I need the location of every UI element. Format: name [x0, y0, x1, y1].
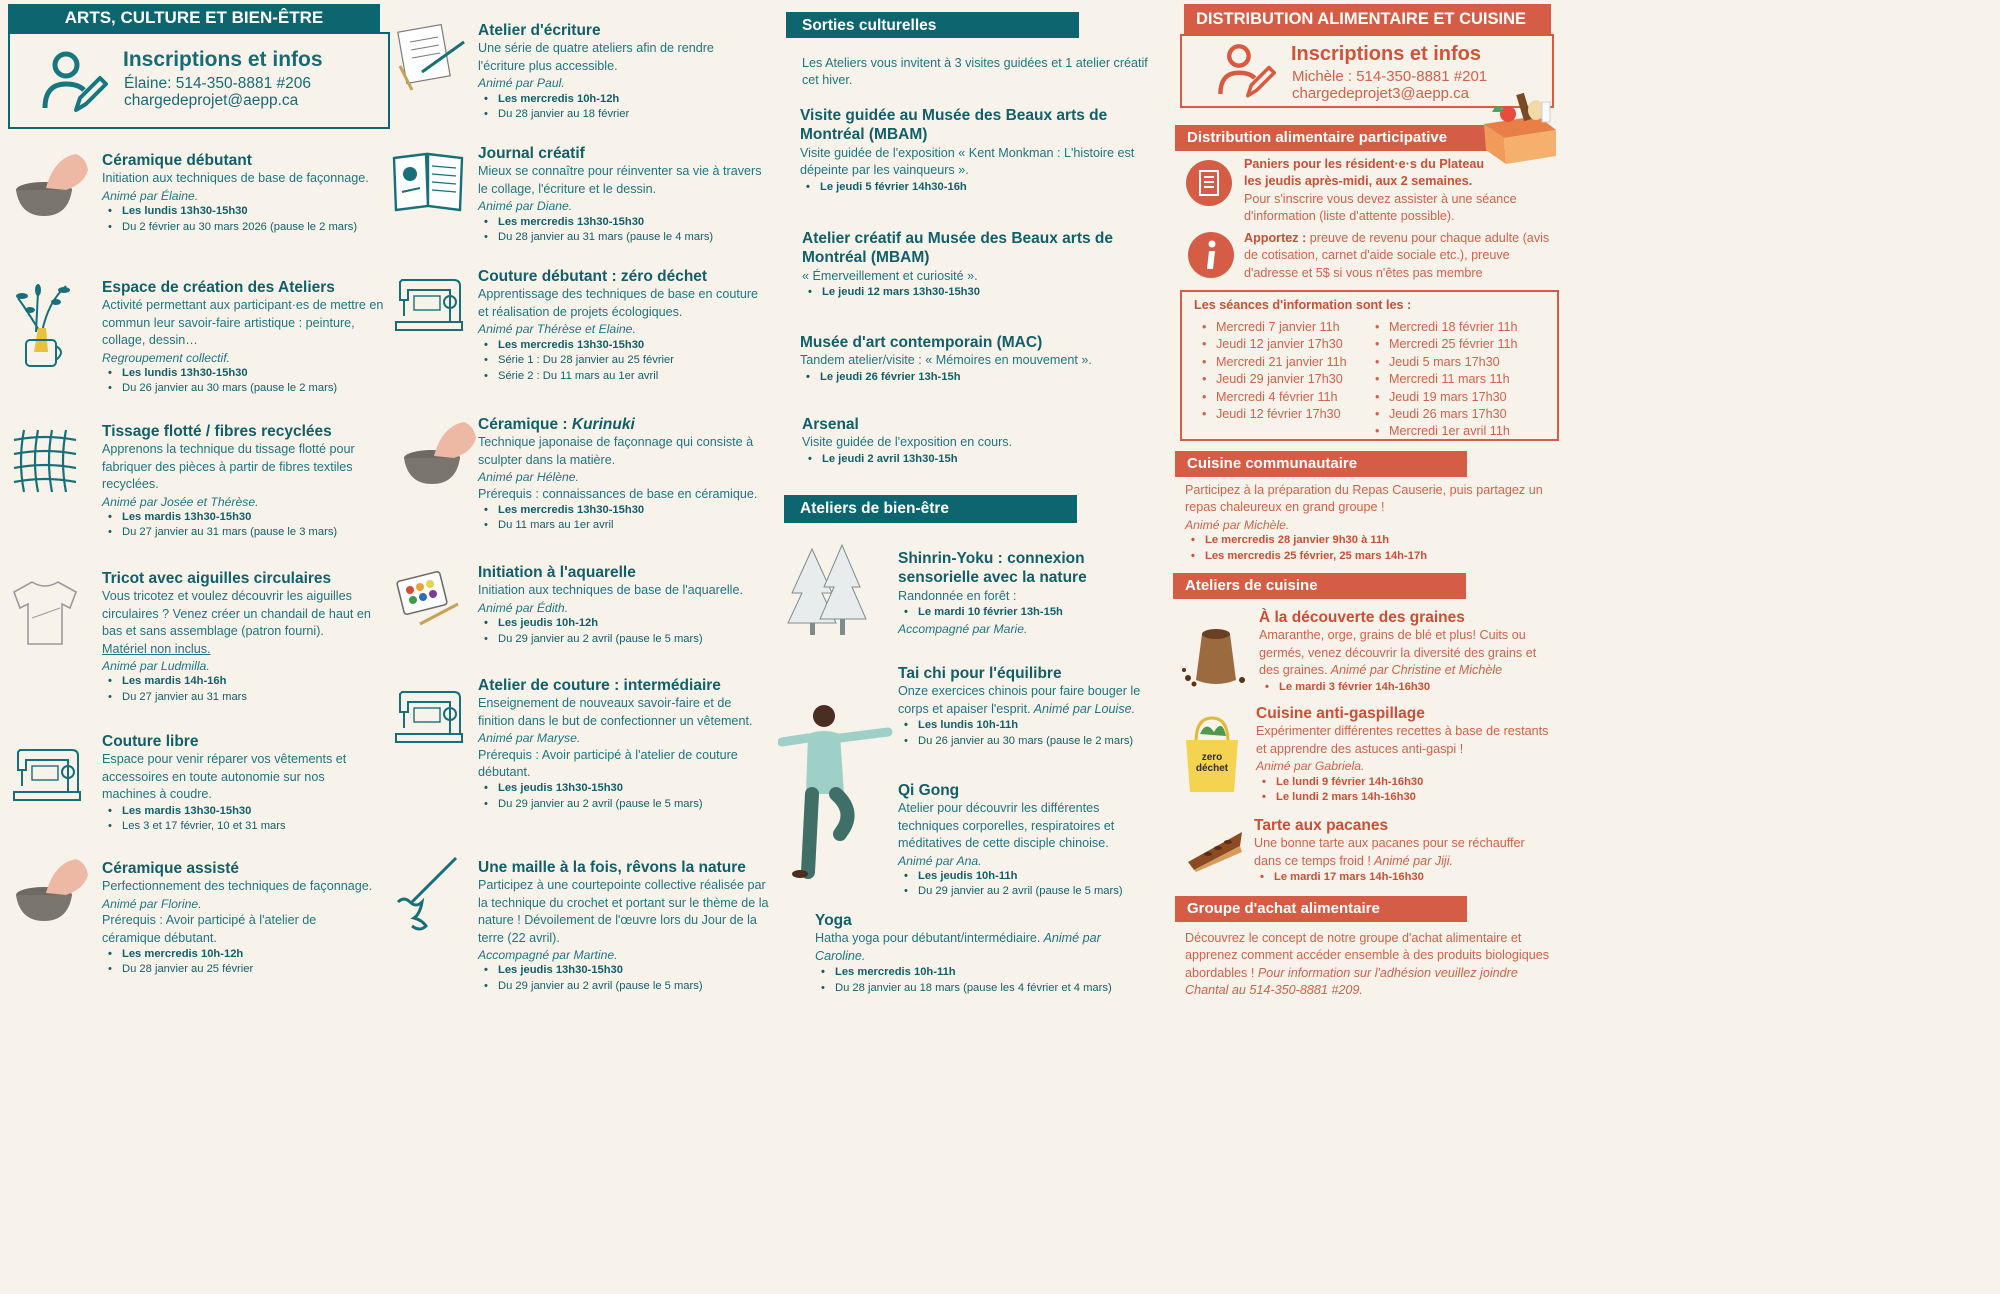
- activity-schedule: [478, 781, 763, 812]
- plant-mug-icon: [12, 272, 82, 372]
- sortie-schedule: [800, 370, 1162, 385]
- activity-title: Espace de création des Ateliers: [102, 279, 335, 296]
- activity-tissage: [102, 422, 382, 541]
- schedule-dates: • Du 29 janvier au 2 avril (pause le 5 mars): [478, 797, 763, 812]
- sortie-mbam-visite: [800, 106, 1162, 195]
- seances-col-2: [1369, 319, 1518, 441]
- schedule-day: • Les mercredis 10h-12h: [102, 947, 378, 962]
- activity-desc: Activité permettant aux participant·es de mettre en commun leur savoir-faire artistique : peinture, collage, dessin…: [102, 298, 384, 348]
- activity-ceramique-debutant: [102, 151, 382, 235]
- communautaire-banner: Cuisine communautaire: [1175, 451, 1467, 477]
- schedule-dates: • Les 3 et 17 février, 10 et 31 mars: [102, 819, 372, 834]
- activity-couture-intermediaire: [478, 676, 763, 812]
- bag-label-line1: zero: [1201, 752, 1223, 763]
- activity-desc: Une série de quatre ateliers afin de rendre l'écriture plus accessible.: [478, 41, 714, 73]
- activity-title: Atelier de couture : intermédiaire: [478, 677, 721, 694]
- bienetre-schedule: [815, 965, 1145, 996]
- activity-title: Céramique assisté: [102, 860, 239, 877]
- seance-item: • Mercredi 11 mars 11h: [1369, 371, 1518, 388]
- schedule-day: • Les lundis 13h30-15h30: [102, 204, 382, 219]
- achat-contact: Pour information sur l'adhésion veuillez joindre Chantal au 514-350-8881 #209.: [1185, 965, 1518, 998]
- activity-ceramique-kurinuki: [478, 415, 774, 534]
- schedule-dates: • Du 27 janvier au 31 mars: [102, 690, 378, 705]
- sortie-title: Musée d'art contemporain (MAC): [800, 334, 1043, 351]
- taichi-person-icon: [778, 700, 896, 880]
- contact-phone: Élaine: 514-350-8881 #206: [124, 75, 312, 92]
- bienetre-schedule: [898, 605, 1138, 620]
- paniers-desc: Pour s'inscrire vous devez assister à une séance d'information (liste d'attente possible).: [1244, 191, 1517, 224]
- sortie-desc: Tandem atelier/visite : « Mémoires en mouvement ».: [800, 353, 1092, 368]
- desc-animator: Animé par Jiji.: [1370, 853, 1454, 868]
- schedule-day: • Les mercredis 13h30-15h30: [478, 215, 763, 230]
- watercolor-palette-icon: [396, 568, 462, 628]
- activity-schedule: [478, 338, 768, 384]
- grain-sack-icon: [1180, 616, 1254, 690]
- schedule-dates: • Du 29 janvier au 2 avril (pause le 5 mars): [898, 884, 1153, 899]
- schedule-day: • Le mardi 3 février 14h-16h30: [1259, 680, 1549, 695]
- communautaire-animator: Animé par Michèle.: [1185, 517, 1290, 532]
- writing-paper-icon: [392, 22, 468, 92]
- person-edit-icon: [40, 48, 108, 116]
- atelier-desc: [1259, 627, 1549, 679]
- activity-ceramique-assiste: [102, 859, 378, 978]
- desc-text: Amaranthe, orge, grains de blé et plus! Cuits ou germés, venez découvrir la diversité des grains et des graines.: [1259, 628, 1537, 678]
- activity-desc: Perfectionnement des techniques de façonnage.: [102, 879, 373, 894]
- sortie-desc: « Émerveillement et curiosité ».: [802, 268, 978, 283]
- activity-title: Couture libre: [102, 733, 199, 750]
- bienetre-schedule: [898, 718, 1163, 749]
- sortie-schedule: [802, 452, 1142, 467]
- ceramic-bowl-icon: [14, 855, 90, 925]
- seance-item: • Jeudi 26 mars 17h30: [1369, 406, 1518, 423]
- schedule-day: • Les jeudis 10h-12h: [478, 616, 768, 631]
- schedule-day: • Les mercredis 13h30-15h30: [478, 338, 768, 353]
- bienetre-schedule: [898, 869, 1153, 900]
- seance-item: • Jeudi 19 mars 17h30: [1369, 389, 1518, 406]
- activity-aquarelle: [478, 563, 768, 647]
- schedule-day: • Les mardis 13h30-15h30: [102, 510, 382, 525]
- desc-animator: Animé par Christine et Michèle: [1327, 663, 1503, 678]
- desc-text: Hatha yoga pour débutant/intermédiaire.: [815, 931, 1041, 946]
- schedule-day: • Les mercredis 10h-11h: [815, 965, 1145, 980]
- snowy-trees-icon: [784, 543, 868, 643]
- activity-schedule: [478, 92, 763, 123]
- atelier-graines: [1259, 608, 1549, 695]
- schedule-day: • Les jeudis 13h30-15h30: [478, 781, 763, 796]
- sorties-intro: Les Ateliers vous invitent à 3 visites guidées et 1 atelier créatif cet hiver.: [802, 56, 1148, 88]
- seance-item: • Jeudi 5 mars 17h30: [1369, 354, 1518, 371]
- activity-schedule: [102, 947, 378, 978]
- activity-prereq: Prérequis : Avoir participé à l'atelier de céramique débutant.: [102, 913, 317, 945]
- schedule-day: • Les lundis 13h30-15h30: [102, 366, 384, 381]
- seance-item: • Mercredi 18 février 11h: [1369, 319, 1518, 336]
- bienetre-title: Yoga: [815, 912, 852, 929]
- seance-item: • Mercredi 1er avril 11h: [1369, 423, 1518, 440]
- apportez-label: Apportez :: [1244, 231, 1307, 245]
- sewing-machine-icon: [12, 740, 82, 804]
- activity-couture-libre: [102, 732, 372, 834]
- bienetre-yoga: [815, 911, 1145, 996]
- alim-banner: DISTRIBUTION ALIMENTAIRE ET CUISINE: [1184, 4, 1551, 34]
- schedule-day: • Les mercredis 25 février, 25 mars 14h-17h: [1185, 549, 1555, 564]
- bienetre-desc: Randonnée en forêt :: [898, 588, 1017, 603]
- activity-schedule: [102, 204, 382, 235]
- weaving-grid-icon: [12, 428, 78, 494]
- activity-schedule: [478, 616, 768, 647]
- activity-desc: Espace pour venir réparer vos vêtements et accessoires en toute autonomie sur nos machines à coudre.: [102, 752, 347, 802]
- activity-schedule: [102, 510, 382, 541]
- activity-animator: Regroupement collectif.: [102, 350, 231, 365]
- atelier-tarte-pacanes: [1254, 816, 1544, 886]
- seances-grid: [1196, 319, 1518, 441]
- distribution-apportez: [1244, 230, 1562, 282]
- activity-desc: Apprentissage des techniques de base en couture et réalisation de projets écologiques.: [478, 287, 759, 319]
- activity-une-maille: [478, 858, 774, 994]
- schedule-day: • Les jeudis 13h30-15h30: [478, 963, 774, 978]
- crochet-hook-icon: [392, 854, 462, 934]
- schedule-dates: • Du 29 janvier au 2 avril (pause le 5 mars): [478, 979, 774, 994]
- seances-title: Les séances d'information sont les :: [1194, 298, 1412, 312]
- activity-desc: Participez à une courtepointe collective réalisée par la technique du crochet et portant sur le thème de la nature ! Dévoilement de l'œuvre lors du Jour de la terre (22 avril).: [478, 878, 769, 945]
- schedule-dates: • Série 2 : Du 11 mars au 1er avril: [478, 369, 768, 384]
- sewing-machine-icon: [394, 682, 464, 746]
- activity-title: [478, 415, 774, 434]
- activity-schedule: [102, 366, 384, 397]
- activity-title: Atelier d'écriture: [478, 22, 601, 39]
- apportez-text: preuve de revenu pour chaque adulte (avis de cotisation, carnet d'aide sociale etc.), preuve d'adresse et 5$ si vous n'êtes pas membre: [1244, 231, 1550, 280]
- bienetre-qigong: [898, 781, 1153, 900]
- schedule-day: • Le mardi 10 février 13h-15h: [898, 605, 1138, 620]
- sortie-title: Atelier créatif au Musée des Beaux arts de Montréal (MBAM): [802, 230, 1113, 267]
- activity-desc: Vous tricotez et voulez découvrir les aiguilles circulaires ? Venez créer un chandail de haut en bas et sans assemblage (patron fourni).: [102, 589, 371, 639]
- seance-item: • Mercredi 21 janvier 11h: [1196, 354, 1369, 371]
- activity-espace-creation: [102, 278, 384, 397]
- schedule-day: • Le lundi 9 février 14h-16h30: [1256, 775, 1556, 790]
- atelier-title: Tarte aux pacanes: [1254, 817, 1389, 834]
- title-em: Kurinuki: [571, 416, 635, 433]
- activity-journal-creatif: [478, 144, 763, 246]
- seances-col-1: [1196, 319, 1369, 441]
- bienetre-desc: Atelier pour découvrir les différentes techniques corporelles, respiratoires et méditatives de cette disciple chinoise.: [898, 801, 1115, 851]
- desc-animator: Animé par Louise.: [1030, 701, 1136, 716]
- contact-phone: Michèle : 514-350-8881 #201: [1292, 68, 1488, 85]
- atelier-animator: Animé par Gabriela.: [1256, 759, 1365, 774]
- atelier-schedule: [1259, 680, 1549, 695]
- pecan-pie-icon: [1184, 826, 1246, 872]
- paniers-bold: Paniers pour les résident·e·s du Plateau les jeudis après-midi, aux 2 semaines.: [1244, 157, 1485, 189]
- schedule-day: • Le jeudi 2 avril 13h30-15h: [802, 452, 1142, 467]
- activity-desc: Initiation aux techniques de base de l'aquarelle.: [478, 583, 743, 598]
- communautaire-desc: Participez à la préparation du Repas Causerie, puis partagez un repas chaleureux en grand groupe !: [1185, 483, 1543, 515]
- desc-text: Onze exercices chinois pour faire bouger le corps et apaiser l'esprit.: [898, 684, 1141, 716]
- bienetre-title: Qi Gong: [898, 782, 960, 799]
- ceramic-bowl-icon: [14, 150, 90, 220]
- communautaire-schedule: [1185, 533, 1555, 564]
- distribution-paniers: [1244, 156, 1556, 226]
- activity-couture-debutant: [478, 267, 768, 384]
- activity-schedule: [102, 804, 372, 835]
- arts-contact-box: [8, 32, 390, 129]
- seance-item: • Jeudi 29 janvier 17h30: [1196, 371, 1369, 388]
- bienetre-animator: Accompagné par Marie.: [898, 621, 1028, 636]
- sortie-mac: [800, 333, 1162, 385]
- seance-item: • Mercredi 25 février 11h: [1369, 336, 1518, 353]
- atelier-schedule: [1256, 775, 1556, 806]
- cuisine-communautaire: [1185, 482, 1555, 564]
- seance-item: • Jeudi 12 février 17h30: [1196, 406, 1369, 423]
- activity-title: Initiation à l'aquarelle: [478, 564, 636, 581]
- activity-desc: Apprenons la technique du tissage flotté pour fabriquer des pièces à partir de fibres textiles recyclées.: [102, 442, 355, 492]
- arts-banner: ARTS, CULTURE ET BIEN-ÊTRE: [8, 4, 380, 32]
- activity-schedule: [478, 215, 763, 246]
- bienetre-banner: Ateliers de bien-être: [784, 495, 1077, 523]
- schedule-dates: • Série 1 : Du 28 janvier au 25 février: [478, 353, 768, 368]
- sortie-desc: Visite guidée de l'exposition en cours.: [802, 435, 1013, 450]
- sortie-mbam-atelier: [802, 229, 1142, 301]
- schedule-dates: • Du 2 février au 30 mars 2026 (pause le 2 mars): [102, 220, 382, 235]
- contact-title: Inscriptions et infos: [1291, 43, 1482, 65]
- schedule-day: • Les lundis 10h-11h: [898, 718, 1163, 733]
- schedule-dates: • Du 29 janvier au 2 avril (pause le 5 mars): [478, 632, 768, 647]
- bienetre-animator: Animé par Ana.: [898, 853, 982, 868]
- achat-text: Découvrez le concept de notre groupe d'achat alimentaire et apprenez comment accéder ensemble à des produits biologiques abordables !: [1185, 931, 1550, 980]
- activity-animator: Accompagné par Martine.: [478, 947, 618, 962]
- activity-prereq: Prérequis : connaissances de base en céramique.: [478, 486, 758, 501]
- activity-title: Couture débutant : zéro déchet: [478, 268, 708, 285]
- activity-tricot: [102, 569, 378, 705]
- activity-atelier-ecriture: [478, 21, 763, 123]
- seances-box: [1180, 290, 1559, 441]
- schedule-day: • Les jeudis 10h-11h: [898, 869, 1153, 884]
- bienetre-taichi: [898, 664, 1163, 749]
- activity-animator: Animé par Josée et Thérèse.: [102, 494, 259, 509]
- schedule-dates: • Du 28 janvier au 18 mars (pause les 4 février et 4 mars): [815, 981, 1145, 996]
- seance-item: • Mercredi 7 janvier 11h: [1196, 319, 1369, 336]
- schedule-dates: • Du 28 janvier au 25 février: [102, 962, 378, 977]
- seance-item: • Mercredi 4 février 11h: [1196, 389, 1369, 406]
- activity-animator: Animé par Élaine.: [102, 188, 199, 203]
- activity-animator: Animé par Hélène.: [478, 470, 579, 485]
- atelier-desc: [1254, 835, 1544, 870]
- schedule-dates: • Du 28 janvier au 31 mars (pause le 4 mars): [478, 230, 763, 245]
- desc-animator: Animé par Caroline.: [815, 931, 1101, 963]
- activity-title: Tissage flotté / fibres recyclées: [102, 423, 332, 440]
- activity-animator: Animé par Paul.: [478, 76, 565, 91]
- activity-schedule: [478, 503, 774, 534]
- contact-email[interactable]: chargedeprojet3@aepp.ca: [1292, 85, 1470, 102]
- activity-desc: Technique japonaise de façonnage qui consiste à sculpter dans la matière.: [478, 435, 754, 467]
- seance-item: • Jeudi 12 janvier 17h30: [1196, 336, 1369, 353]
- sortie-schedule: [800, 180, 1162, 195]
- sortie-schedule: [802, 285, 1142, 300]
- contact-title: Inscriptions et infos: [123, 48, 323, 71]
- journal-icon: [390, 150, 466, 212]
- sweater-icon: [12, 578, 78, 648]
- atelier-anti-gaspillage: [1256, 704, 1556, 806]
- desc-text: Une bonne tarte aux pacanes pour se réchauffer dans ce temps froid !: [1254, 836, 1525, 868]
- schedule-day: • Le jeudi 26 février 13h-15h: [800, 370, 1162, 385]
- schedule-day: • Le mercredis 28 janvier 9h30 à 11h: [1185, 533, 1555, 548]
- bienetre-title: Shinrin-Yoku : connexion sensorielle avec la nature: [898, 550, 1087, 587]
- bag-label: [1182, 752, 1242, 774]
- schedule-day: • Les mercredis 10h-12h: [478, 92, 763, 107]
- info-circle-icon: [1187, 231, 1235, 279]
- title-text: Céramique :: [478, 416, 572, 433]
- groupe-achat-desc: [1185, 930, 1555, 1000]
- activity-schedule: [478, 963, 774, 994]
- activity-title: Tricot avec aiguilles circulaires: [102, 570, 332, 587]
- zero-dechet-bag-icon: [1182, 712, 1242, 794]
- bienetre-shinrin: [898, 549, 1138, 637]
- bag-label-line2: déchet: [1195, 763, 1229, 774]
- atelier-schedule: [1254, 870, 1544, 885]
- sorties-banner: Sorties culturelles: [786, 12, 1079, 38]
- activity-title: Journal créatif: [478, 145, 585, 162]
- activity-desc: Initiation aux techniques de base de façonnage.: [102, 171, 369, 186]
- activity-material-note: Matériel non inclus.: [102, 641, 211, 656]
- schedule-day: • Le lundi 2 mars 14h-16h30: [1256, 790, 1556, 805]
- sortie-desc: Visite guidée de l'exposition « Kent Monkman : L'histoire est dépeinte par les vainqueurs ».: [800, 145, 1135, 178]
- document-circle-icon: [1185, 159, 1233, 207]
- atelier-title: Cuisine anti-gaspillage: [1256, 705, 1425, 722]
- atelier-desc: Expérimenter différentes recettes à base de restants et apprendre des astuces anti-gaspi !: [1256, 724, 1549, 756]
- schedule-day: • Les mardis 14h-16h: [102, 674, 378, 689]
- activity-animator: Animé par Ludmilla.: [102, 658, 210, 673]
- schedule-dates: • Du 28 janvier au 18 février: [478, 107, 763, 122]
- schedule-day: • Le mardi 17 mars 14h-16h30: [1254, 870, 1544, 885]
- schedule-day: • Le jeudi 5 février 14h30-16h: [800, 180, 1162, 195]
- sewing-machine-icon: [394, 270, 464, 334]
- activity-animator: Animé par Maryse.: [478, 731, 581, 746]
- bienetre-desc: [898, 683, 1163, 718]
- activity-title: Céramique débutant: [102, 152, 252, 169]
- achat-banner: Groupe d'achat alimentaire: [1175, 896, 1467, 922]
- ceramic-bowl-icon: [402, 418, 478, 488]
- schedule-day: • Les mardis 13h30-15h30: [102, 804, 372, 819]
- activity-schedule: [102, 674, 378, 705]
- activity-desc: Mieux se connaître pour réinventer sa vie à travers le collage, l'écriture et le dessin.: [478, 164, 762, 196]
- sortie-arsenal: [802, 415, 1142, 467]
- activity-animator: Animé par Édith.: [478, 600, 569, 615]
- bienetre-desc: [815, 930, 1145, 965]
- sortie-title: Arsenal: [802, 416, 859, 433]
- activity-animator: Animé par Diane.: [478, 199, 573, 214]
- schedule-dates: • Du 26 janvier au 30 mars (pause le 2 mars): [898, 734, 1163, 749]
- activity-desc: Enseignement de nouveaux savoir-faire et de finition dans le but de confectionner un vêtement.: [478, 696, 753, 728]
- schedule-dates: • Du 26 janvier au 30 mars (pause le 2 mars): [102, 381, 384, 396]
- grocery-box-icon: [1478, 90, 1562, 166]
- contact-email[interactable]: chargedeprojet@aepp.ca: [124, 92, 299, 109]
- activity-title: Une maille à la fois, rêvons la nature: [478, 859, 746, 876]
- ateliers-cuisine-banner: Ateliers de cuisine: [1173, 573, 1466, 599]
- bienetre-title: Tai chi pour l'équilibre: [898, 665, 1062, 682]
- distribution-banner: Distribution alimentaire participative: [1175, 125, 1490, 151]
- schedule-dates: • Du 27 janvier au 31 mars (pause le 3 mars): [102, 525, 382, 540]
- activity-prereq: Prérequis : Avoir participé à l'atelier de couture débutant.: [478, 747, 738, 779]
- atelier-title: À la découverte des graines: [1259, 609, 1465, 626]
- activity-animator: Animé par Florine.: [102, 896, 202, 911]
- sortie-title: Visite guidée au Musée des Beaux arts de Montréal (MBAM): [800, 107, 1108, 144]
- person-edit-icon: [1216, 40, 1276, 102]
- schedule-dates: • Du 11 mars au 1er avril: [478, 518, 774, 533]
- schedule-day: • Le jeudi 12 mars 13h30-15h30: [802, 285, 1142, 300]
- schedule-day: • Les mercredis 13h30-15h30: [478, 503, 774, 518]
- activity-animator: Animé par Thérèse et Elaine.: [478, 322, 636, 337]
